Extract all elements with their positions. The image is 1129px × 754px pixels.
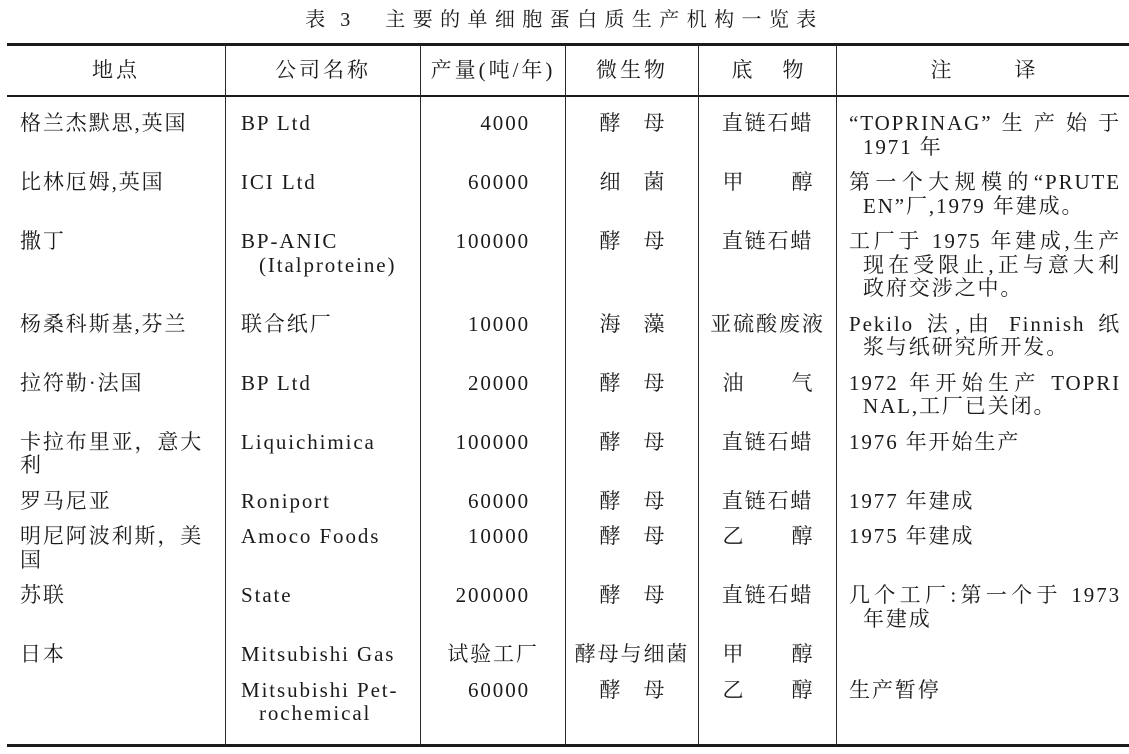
- column-header-label: 产量(吨/年): [430, 58, 556, 82]
- notes-cell: [836, 223, 1129, 306]
- company-cell: [225, 306, 420, 365]
- organism-value: 海 藻: [599, 311, 665, 336]
- substrate-cell: [698, 636, 836, 672]
- location-cell: [7, 672, 225, 747]
- column-header-label: 底 物: [731, 58, 804, 82]
- output-value: 10000: [468, 524, 530, 548]
- column-header-location: [7, 43, 225, 97]
- table-row: [7, 365, 1129, 424]
- substrate-cell: [698, 223, 836, 306]
- substrate-value: 亚硫酸废液: [710, 311, 825, 336]
- organism-cell: [565, 577, 698, 636]
- location-line: 国: [20, 547, 43, 572]
- location-line: 比林厄姆,英国: [20, 170, 165, 194]
- notes-line: “TOPRINAG”生产始于: [849, 111, 1121, 135]
- location-line: 拉符勒·法国: [20, 370, 144, 395]
- output-cell: [420, 365, 565, 424]
- notes-line: 第一个大规模的“PRUTE: [849, 170, 1121, 194]
- table-row: [7, 483, 1129, 519]
- output-value: 60000: [468, 488, 530, 513]
- location-line: 杨桑科斯基,芬兰: [20, 311, 188, 336]
- table-row: [7, 424, 1129, 483]
- notes-line: 1976 年开始生产: [849, 429, 1021, 454]
- table-row: [7, 636, 1129, 672]
- substrate-cell: [698, 518, 836, 577]
- output-cell: [420, 518, 565, 577]
- company-cell: [225, 164, 420, 223]
- substrate-value: 乙 醇: [722, 677, 813, 702]
- organism-cell: [565, 636, 698, 672]
- location-line: 罗马尼亚: [20, 488, 112, 513]
- location-cell: [7, 365, 225, 424]
- substrate-cell: [698, 424, 836, 483]
- company-line: Liquichimica: [241, 429, 376, 454]
- company-line: BP Ltd: [241, 111, 312, 135]
- company-line: ICI Ltd: [241, 170, 317, 194]
- location-cell: [7, 223, 225, 306]
- column-header-label: 注 译: [930, 58, 1036, 82]
- column-header-substrate: [698, 43, 836, 97]
- notes-line: 工厂于 1975 年建成,生产: [849, 229, 1121, 253]
- output-cell: [420, 636, 565, 672]
- location-cell: [7, 577, 225, 636]
- organism-value: 酵 母: [599, 111, 665, 135]
- notes-line: 浆与纸研究所开发。: [863, 335, 1070, 359]
- organism-cell: [565, 424, 698, 483]
- notes-cell: [836, 518, 1129, 577]
- company-line: (Italproteine): [259, 252, 397, 277]
- company-line: rochemical: [259, 701, 372, 725]
- company-cell: [225, 223, 420, 306]
- company-line: Amoco Foods: [241, 524, 381, 548]
- output-cell: [420, 97, 565, 164]
- substrate-cell: [698, 577, 836, 636]
- organism-value: 酵 母: [599, 488, 665, 513]
- organism-value: 酵 母: [599, 370, 665, 395]
- table-body: [7, 97, 1129, 747]
- company-cell: [225, 365, 420, 424]
- company-line: BP Ltd: [241, 370, 312, 395]
- organism-cell: [565, 672, 698, 747]
- location-cell: [7, 306, 225, 365]
- organism-value: 酵母与细菌: [574, 642, 690, 666]
- substrate-cell: [698, 164, 836, 223]
- column-header-company: [225, 43, 420, 97]
- company-line: BP-ANIC: [241, 229, 339, 253]
- notes-line: 1975 年建成: [849, 524, 975, 548]
- output-value: 4000: [480, 111, 530, 135]
- organism-value: 酵 母: [599, 429, 665, 454]
- notes-line: NAL,工厂已关闭。: [863, 394, 1057, 418]
- company-cell: [225, 424, 420, 483]
- notes-line: 1972 年开始生产 TOPRI: [849, 370, 1121, 395]
- notes-cell: [836, 483, 1129, 519]
- table-row: [7, 577, 1129, 636]
- location-cell: [7, 483, 225, 519]
- notes-line: 现在受限止,正与意大利: [863, 252, 1121, 277]
- organism-value: 酵 母: [599, 583, 665, 607]
- organism-cell: [565, 306, 698, 365]
- organism-cell: [565, 97, 698, 164]
- column-header-organism: [565, 43, 698, 97]
- substrate-value: 甲 醇: [722, 642, 813, 666]
- table-row: [7, 223, 1129, 306]
- notes-line: 年建成: [863, 606, 932, 631]
- company-cell: [225, 636, 420, 672]
- substrate-value: 甲 醇: [722, 170, 813, 194]
- substrate-value: 直链石蜡: [721, 229, 814, 253]
- notes-cell: [836, 306, 1129, 365]
- notes-cell: [836, 636, 1129, 672]
- substrate-cell: [698, 365, 836, 424]
- notes-line: 1977 年建成: [849, 488, 975, 513]
- substrate-value: 直链石蜡: [721, 488, 814, 513]
- substrate-value: 油 气: [722, 370, 813, 395]
- organism-cell: [565, 223, 698, 306]
- output-cell: [420, 164, 565, 223]
- output-value: 20000: [468, 370, 530, 395]
- table-row: [7, 672, 1129, 747]
- organism-value: 细 菌: [599, 170, 665, 194]
- notes-line: Pekilo 法,由 Finnish 纸: [849, 311, 1121, 336]
- location-cell: [7, 164, 225, 223]
- organism-cell: [565, 483, 698, 519]
- company-cell: [225, 672, 420, 747]
- organism-cell: [565, 164, 698, 223]
- substrate-value: 直链石蜡: [721, 111, 814, 135]
- output-cell: [420, 483, 565, 519]
- company-cell: [225, 577, 420, 636]
- notes-cell: [836, 672, 1129, 747]
- notes-line: 生产暂停: [849, 677, 941, 702]
- column-header-output: [420, 43, 565, 97]
- output-value: 200000: [455, 583, 530, 607]
- column-header-label: 微生物: [596, 58, 668, 82]
- table-row: [7, 97, 1129, 164]
- output-value: 试验工厂: [447, 642, 539, 666]
- notes-line: 几个工厂:第一个于 1973: [849, 583, 1121, 607]
- organism-value: 酵 母: [599, 229, 665, 253]
- output-value: 10000: [468, 311, 530, 336]
- substrate-value: 乙 醇: [722, 524, 813, 548]
- output-cell: [420, 672, 565, 747]
- location-cell: [7, 424, 225, 483]
- notes-line: EN”厂,1979 年建成。: [863, 193, 1085, 218]
- company-line: 联合纸厂: [241, 311, 333, 336]
- location-cell: [7, 636, 225, 672]
- company-cell: [225, 518, 420, 577]
- organism-cell: [565, 365, 698, 424]
- location-line: 日本: [20, 642, 66, 666]
- location-line: 撒丁: [20, 229, 66, 253]
- location-line: 利: [20, 453, 43, 477]
- location-line: 苏联: [20, 583, 66, 607]
- output-cell: [420, 424, 565, 483]
- organism-value: 酵 母: [599, 677, 665, 702]
- output-value: 60000: [468, 170, 530, 194]
- substrate-cell: [698, 672, 836, 747]
- notes-cell: [836, 164, 1129, 223]
- substrate-cell: [698, 483, 836, 519]
- notes-cell: [836, 577, 1129, 636]
- table-number: 表 3: [305, 9, 356, 31]
- organism-cell: [565, 518, 698, 577]
- substrate-value: 直链石蜡: [721, 583, 814, 607]
- table-row: [7, 164, 1129, 223]
- substrate-cell: [698, 306, 836, 365]
- company-cell: [225, 97, 420, 164]
- notes-line: 1971 年: [863, 134, 943, 159]
- column-header-label: 地点: [92, 58, 140, 82]
- column-header-label: 公司名称: [275, 58, 371, 82]
- column-header-notes: [836, 43, 1129, 97]
- location-line: 明尼阿波利斯，美: [20, 524, 204, 548]
- location-line: 卡拉布里亚，意大: [20, 429, 204, 454]
- notes-cell: [836, 424, 1129, 483]
- location-cell: [7, 97, 225, 164]
- substrate-value: 直链石蜡: [721, 429, 814, 454]
- header-row: [7, 43, 1129, 97]
- organism-value: 酵 母: [599, 524, 665, 548]
- output-value: 100000: [455, 229, 530, 253]
- company-line: Roniport: [241, 488, 331, 513]
- location-cell: [7, 518, 225, 577]
- company-line: Mitsubishi Pet-: [241, 677, 399, 702]
- notes-line: 政府交涉之中。: [863, 276, 1024, 300]
- output-value: 100000: [455, 429, 530, 454]
- production-table: [7, 43, 1129, 747]
- output-cell: [420, 223, 565, 306]
- output-cell: [420, 577, 565, 636]
- notes-cell: [836, 97, 1129, 164]
- table-row: [7, 306, 1129, 365]
- substrate-cell: [698, 97, 836, 164]
- company-line: Mitsubishi Gas: [241, 642, 396, 666]
- location-line: 格兰杰默思,英国: [20, 111, 188, 135]
- output-value: 60000: [468, 677, 530, 702]
- output-cell: [420, 306, 565, 365]
- table-row: [7, 518, 1129, 577]
- notes-cell: [836, 365, 1129, 424]
- company-cell: [225, 483, 420, 519]
- company-line: State: [241, 583, 293, 607]
- table-title: 主要的单细胞蛋白质生产机构一览表: [385, 9, 824, 31]
- table-caption: [0, 7, 1129, 33]
